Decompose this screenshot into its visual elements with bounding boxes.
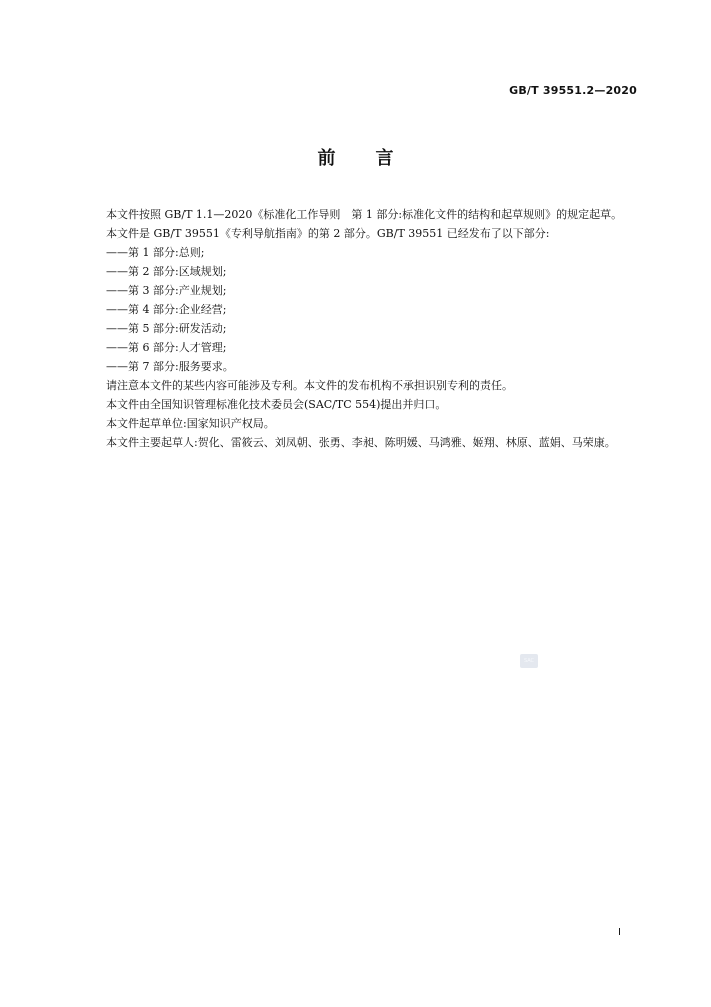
paragraph-drafters: 本文件主要起草人:贺化、雷筱云、刘凤朝、张勇、李昶、陈明媛、马鸿雅、姬翔、林原、蓝娟、马荣康。 [106,436,616,449]
list-item: ——第 4 部分:企业经营; [106,303,227,316]
parts-list [84,243,639,376]
paragraph-proposer: 本文件由全国知识管理标准化技术委员会(SAC/TC 554)提出并归口。 [106,398,447,411]
watermark-logo: SAC [520,654,538,668]
paragraph-drafting-unit: 本文件起草单位:国家知识产权局。 [106,417,275,430]
list-item: ——第 6 部分:人才管理; [106,341,227,354]
paragraph-series-intro: 本文件是 GB/T 39551《专利导航指南》的第 2 部分。GB/T 39551 已经发布了以下部分: [106,227,550,240]
foreword-body [84,205,639,452]
list-item: ——第 3 部分:产业规划; [106,284,227,297]
list-item: ——第 7 部分:服务要求。 [106,360,234,373]
standard-number-header: GB/T 39551.2—2020 [509,84,637,97]
list-item: ——第 1 部分:总则; [106,246,205,259]
paragraph-patent-notice: 请注意本文件的某些内容可能涉及专利。本文件的发布机构不承担识别专利的责任。 [106,379,513,392]
list-item: ——第 5 部分:研发活动; [106,322,227,335]
list-item: ——第 2 部分:区域规划; [106,265,227,278]
page-title: 前言 [317,148,434,169]
page-number: I [618,927,621,938]
paragraph-drafting-basis: 本文件按照 GB/T 1.1—2020《标准化工作导则 第 1 部分:标准化文件的结构和起草规则》的规定起草。 [106,208,623,221]
